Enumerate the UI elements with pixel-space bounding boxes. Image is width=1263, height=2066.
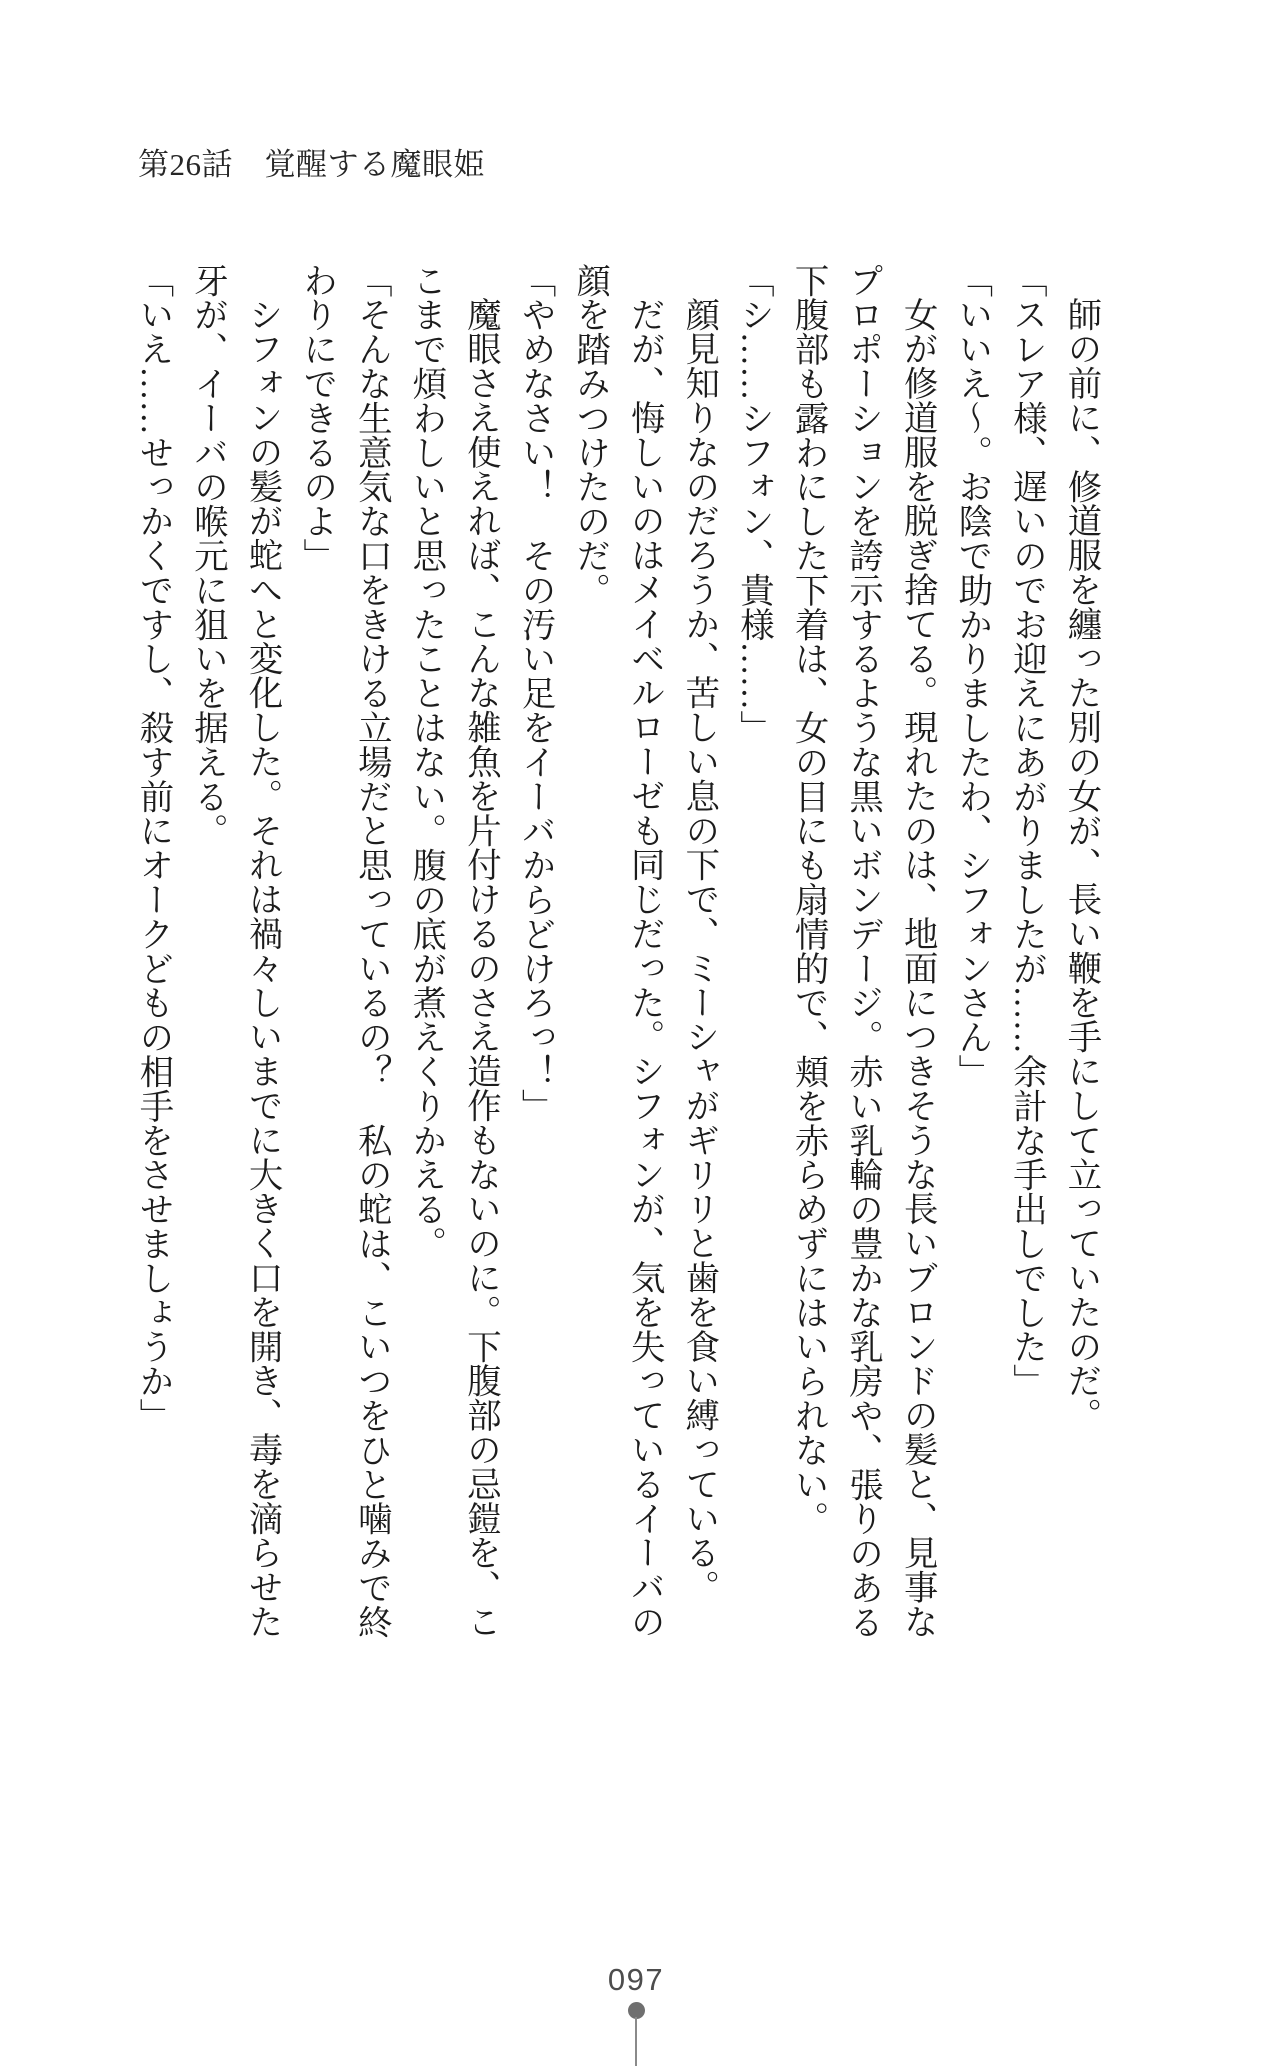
paragraph-dialogue: 「いえ……せっかくですし、殺す前にオークどもの相手をさせましょうか」 [133, 263, 172, 1433]
paragraph-dialogue: 「スレア様、遅いのでお迎えにあがりましたが……余計な手出しでした」 [1007, 263, 1046, 1399]
paragraph: 魔眼さえ使えれば、こんな雑魚を片付けるのさえ造作もないのに。下腹部の忌鎧を、ここまで煩わしいと思ったことはない。腹の底が煮えくりかえる。 [406, 263, 500, 1639]
footer-line-ornament [635, 2017, 637, 2066]
paragraph-dialogue: 「シ……シフォン、貴様……」 [734, 263, 773, 745]
paragraph: 顔見知りなのだろうか、苦しい息の下で、ミーシャがギリリと歯を食い縛っている。 [679, 297, 718, 1605]
paragraph: だが、悔しいのはメイベルローゼも同じだった。シフォンが、気を失っているイーバの顔を踏みつけたのだ。 [570, 263, 664, 1639]
page-number: 097 [607, 1962, 665, 1997]
paragraph: シフォンの髪が蛇へと変化した。それは禍々しいまでに大きく口を開き、毒を滴らせた牙が、イーバの喉元に狙いを据える。 [188, 263, 282, 1639]
chapter-header: 第26話 覚醒する魔眼姫 [138, 147, 485, 182]
paragraph: 女が修道服を脱ぎ捨てる。現れたのは、地面につきそうな長いブロンドの髪と、見事なプロポーションを誇示するような黒いボンデージ。赤い乳輪の豊かな乳房や、張りのある下腹部も露わにした下着は、女の目にも扇情的で、頬を赤らめずにはいられない。 [789, 263, 937, 1639]
body-text [125, 263, 1108, 1641]
paragraph: 師の前に、修道服を纏った別の女が、長い鞭を手にして立っていたのだ。 [1062, 297, 1100, 1433]
paragraph-dialogue: 「やめなさい！ その汚い足をイーバからどけろっ！」 [516, 263, 555, 1123]
paragraph-dialogue: 「そんな生意気な口をきける立場だと思っているの？ 私の蛇は、こいつをひと噛みで終わりにできるのよ」 [297, 263, 391, 1639]
paragraph-dialogue: 「いいえ～。お陰で助かりましたわ、シフォンさん」 [952, 263, 991, 1089]
